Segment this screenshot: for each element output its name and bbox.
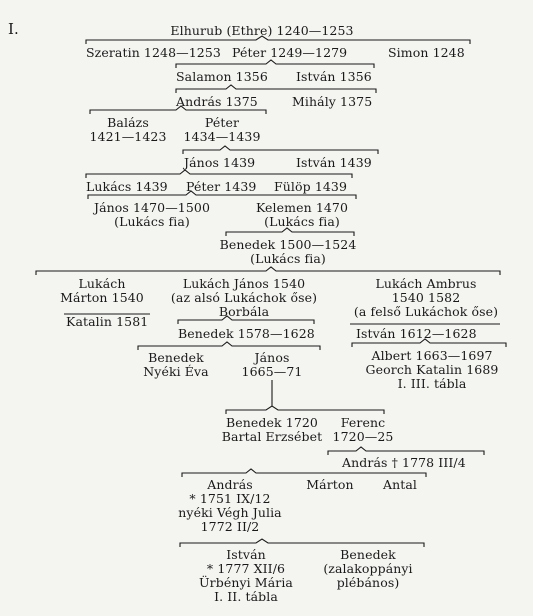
person-ambrus: Lukách Ambrus (375, 276, 477, 291)
person-urbenyi-maria: Ürbényi Mária (199, 575, 293, 590)
person-nyeki-eva: Nyéki Éva (143, 364, 209, 379)
person-salamon: Salamon 1356 (176, 69, 268, 84)
person-ambrus-note: (a felső Lukáchok őse) (353, 304, 499, 319)
person-antal: Antal (382, 477, 418, 492)
person-albert: Albert 1663—1697 (371, 348, 493, 363)
brace-benedek-children (36, 267, 500, 275)
person-benedek-nyeki: Benedek (148, 350, 204, 365)
person-benedek-priest-note1: (zalakoppányi (323, 561, 413, 576)
person-andras-1751-birth: * 1751 IX/12 (189, 491, 271, 506)
brace-benedek1720-children (182, 469, 426, 477)
person-janos-1665: János (254, 350, 290, 365)
brace-benedek1578-children (138, 342, 320, 350)
person-peter-1434-name: Péter (204, 115, 240, 130)
person-peter-1439: Péter 1439 (186, 179, 257, 194)
brace-salamon-children (176, 85, 376, 93)
person-andras-1751: András (207, 477, 253, 492)
person-bartal-erzsebet: Bartal Erzsébet (221, 429, 323, 444)
person-benedek-1500: Benedek 1500—1524 (219, 237, 357, 252)
person-kelemen: Kelemen 1470 (255, 200, 349, 215)
person-marton-2: Márton 1540 (60, 290, 144, 305)
person-katalin: Katalin 1581 (66, 314, 149, 329)
brace-janos1665-children (226, 406, 384, 414)
person-andras-1375: András 1375 (176, 94, 258, 109)
person-andras-1778: András † 1778 III/4 (342, 455, 466, 470)
person-peter-1249: Péter 1249—1279 (232, 45, 348, 60)
brace-andras1751-children (180, 539, 424, 547)
brace-ferenc-children (328, 447, 484, 455)
person-vegh-julia: nyéki Végh Julia (178, 505, 282, 520)
page-marker: I. (8, 20, 19, 38)
person-marton-1: Lukách (78, 276, 126, 291)
person-istvan-1439: István 1439 (296, 155, 372, 170)
person-andras-marriage: 1772 II/2 (200, 519, 260, 534)
person-benedek-1720: Benedek 1720 (226, 415, 318, 430)
person-istvan-1777-birth: * 1777 XII/6 (206, 561, 286, 576)
person-elhurub: Elhurub (Ethre) 1240—1253 (170, 23, 354, 38)
person-peter-1434-years: 1434—1439 (183, 129, 261, 144)
person-borbala: Borbála (218, 304, 270, 319)
person-janos-1470: János 1470—1500 (93, 200, 211, 215)
person-benedek-1500-note: (Lukács fia) (250, 251, 326, 266)
person-janos-1540: Lukách János 1540 (182, 276, 306, 291)
brace-peter2-children (183, 146, 378, 154)
person-balazs-years: 1421—1423 (89, 129, 167, 144)
person-marton-son: Márton (306, 477, 354, 492)
brace-kelemen-children (226, 228, 354, 236)
person-istvan-1356: István 1356 (296, 69, 372, 84)
person-ferenc-years: 1720—25 (332, 429, 394, 444)
brace-peter-children (176, 60, 374, 68)
person-szeratin: Szeratin 1248—1253 (86, 45, 221, 60)
person-istvan-1612: István 1612—1628 (356, 326, 477, 341)
person-benedek-1578: Benedek 1578—1628 (178, 326, 315, 341)
person-istvan-1777: István (226, 547, 266, 562)
table-ref-iii: I. III. tábla (397, 376, 467, 391)
person-ferenc: Ferenc (340, 415, 386, 430)
person-georch-katalin: Georch Katalin 1689 (365, 362, 499, 377)
table-ref-ii: I. II. tábla (214, 589, 278, 604)
person-balazs-name: Balázs (107, 115, 149, 130)
person-janos-1665-years: 1665—71 (241, 364, 303, 379)
person-janos-1540-note: (az alsó Lukáchok őse) (170, 290, 318, 305)
brace-janos-children (86, 170, 352, 178)
person-simon: Simon 1248 (388, 45, 465, 60)
person-janos-1439: János 1439 (184, 155, 256, 170)
person-kelemen-note: (Lukács fia) (264, 214, 340, 229)
person-janos-1470-note: (Lukács fia) (114, 214, 190, 229)
person-ambrus-years: 1540 1582 (391, 290, 461, 305)
person-lukacs-1439: Lukács 1439 (86, 179, 168, 194)
person-benedek-priest: Benedek (340, 547, 396, 562)
person-fulop: Fülöp 1439 (274, 179, 348, 194)
person-mihaly: Mihály 1375 (292, 94, 373, 109)
person-benedek-priest-note2: plébános) (336, 575, 400, 590)
